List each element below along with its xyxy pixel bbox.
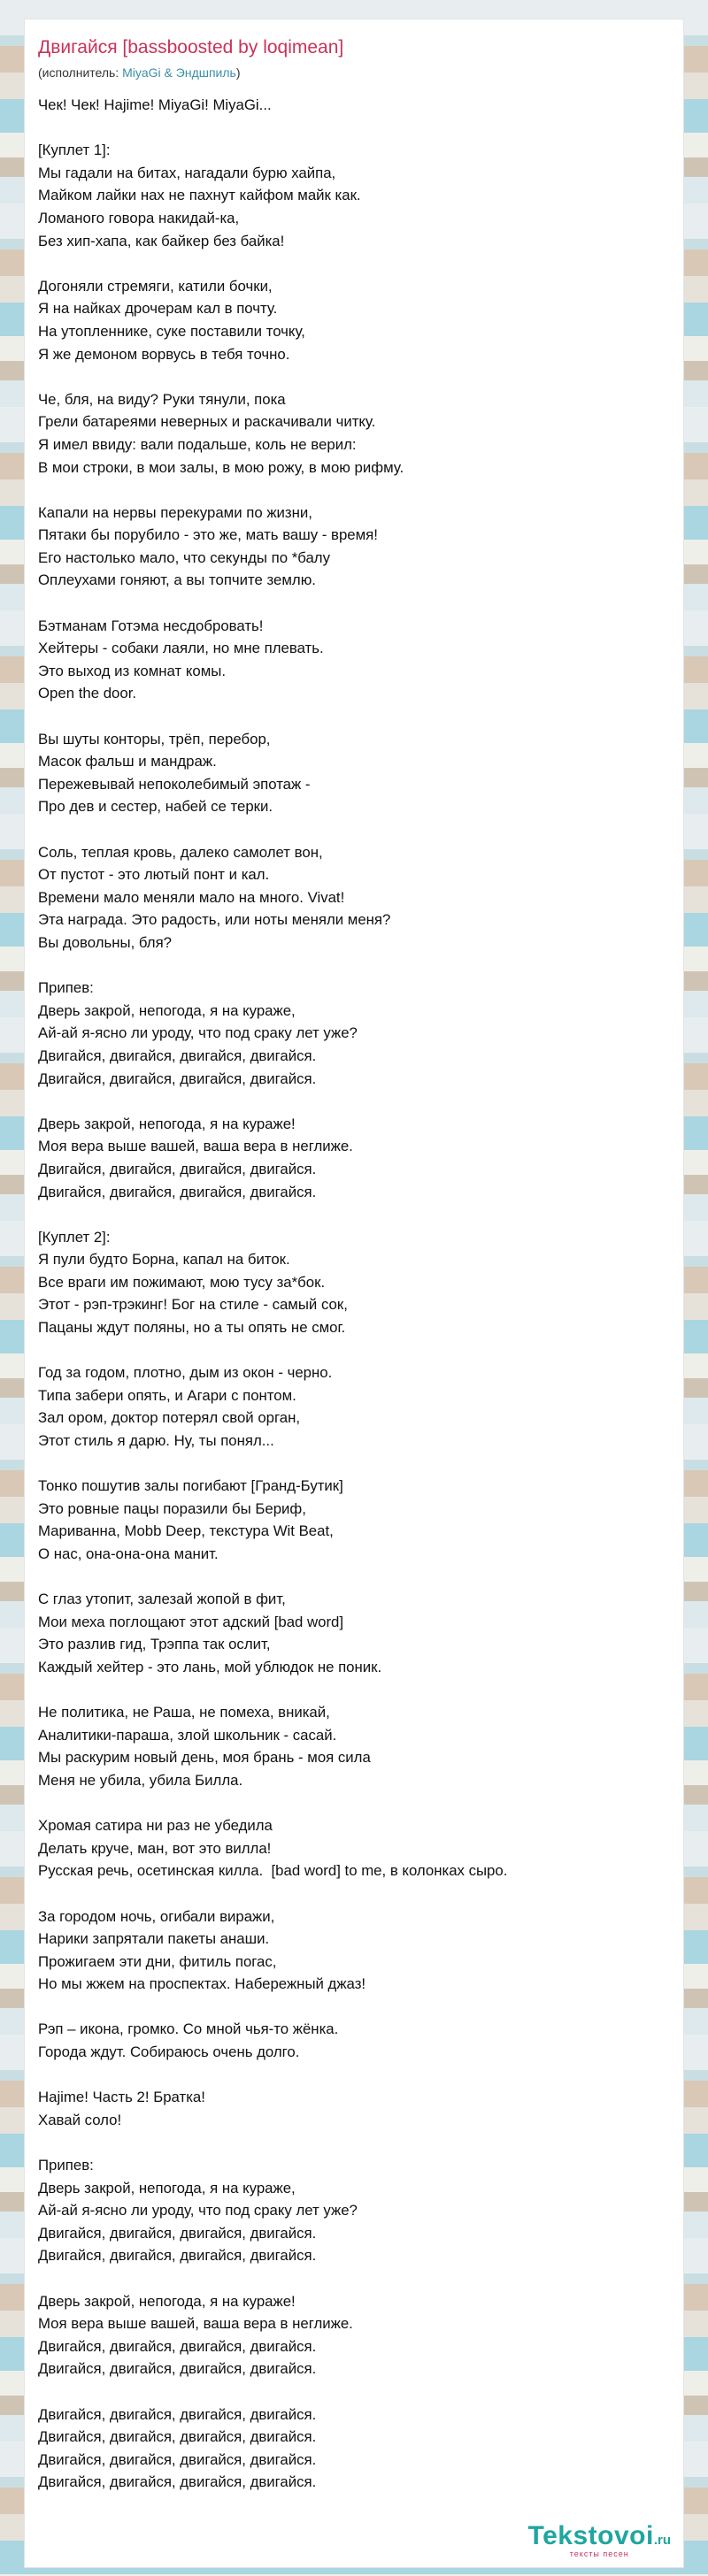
lyrics-card [25, 19, 683, 2567]
artist-prefix: (исполнитель: [38, 65, 123, 80]
logo-tld: .ru [653, 2533, 671, 2548]
logo-tagline: тексты песен [569, 2549, 629, 2558]
artist-link[interactable]: MiyaGi & Эндшпиль [122, 65, 236, 80]
artist-line [38, 65, 241, 80]
logo-main-text: Tekstovoi [527, 2521, 654, 2550]
site-logo[interactable] [528, 2523, 671, 2558]
artist-suffix: ) [235, 65, 241, 80]
song-title: Двигайся [bassboosted by loqimean] [38, 37, 344, 58]
lyrics-text: Чек! Чек! Hajime! MiyaGi! MiyaGi... [Куплет 1]: Мы гадали на битах, нагадали бурю хайпа, Майком лайки нах не пахнут кайфом майк как. Ломаного говора накидай-ка, Без хип-хапа, как байкер без байка! Догоняли стремяги, катили бочки, Я на найках дрочерам кал в почту. На утопленнике, суке поставили точку, Я же демоном ворвусь в тебя точно. Че, бля, на виду? Руки тянули, пока Грели батареями неверных и раскачивали читку. Я имел ввиду: вали подальше, коль не верил: В мои строки, в мои залы, в мою рожу, в мою рифму. Капали на нервы перекурами по жизни, Пятаки бы порубило - это же, мать вашу - время! Его настолько мало, что секунды по *балу Оплеухами гоняют, а вы топчите землю. Бэтманам Готэма несдобровать! Хейтеры - собаки лаяли, но мне плевать. Это выход из комнат комы. Open the door. Вы шуты конторы, трёп, перебор, Масок фальш и мандраж. Пережевывай непоколебимый эпотаж - Про дев и сестер, набей се терки. Соль, теплая кровь, далеко самолет вон, От пустот - это лютый понт и кал. Времени мало меняли мало на много. Vivat! Эта награда. Это радость, или ноты меняли меня? Вы довольны, бля? Припев: Дверь закрой, непогода, я на кураже, Ай-ай я-ясно ли уроду, что под сраку лет уже? Двигайся, двигайся, двигайся, двигайся. Двигайся, двигайся, двигайся, двигайся. Дверь закрой, непогода, я на кураже! Моя вера выше вашей, ваша вера в неглиже. Двигайся, двигайся, двигайся, двигайся. Двигайся, двигайся, двигайся, двигайся. [Куплет 2]: Я пули будто Борна, капал на биток. Все враги им пожимают, мою тусу за*бок. Этот - рэп-трэкинг! Бог на стиле - самый сок, Пацаны ждут поляны, но а ты опять не смог. Год за годом, плотно, дым из окон - черно. Типа забери опять, и Агари с понтом. Зал ором, доктор потерял свой орган, Этот стиль я дарю. Ну, ты понял... Тонко пошутив залы погибают [Гранд-Бутик] Это ровные пацы поразили бы Бериф, Мариванна, Mobb Deep, текстура Wit Beat, О нас, она-она-она манит. С глаз утопит, залезай жопой в фит, Мои меха поглощают этот адский [bad word] Это разлив гид, Трэппа так ослит, Каждый хейтер - это лань, мой ублюдок не поник. Не политика, не Раша, не помеха, вникай, Аналитики-параша, злой школьник - сасай. Мы раскурим новый день, моя брань - моя сила Меня не убила, убила Билла. Хромая сатира ни раз не убедила Делать круче, ман, вот это вилла! Русская речь, осетинская килла. [bad word] to me, в колонках сыро. За городом ночь, огибали виражи, Нарики запрятали пакеты анаши. Прожигаем эти дни, фитиль погас, Но мы жжем на проспектах. Набережный джаз! Рэп – икона, громко. Со мной чья-то жёнка. Города ждут. Собираюсь очень долго. Hajime! Часть 2! Братка! Хавай соло! Припев: Дверь закрой, непогода, я на кураже, Ай-ай я-ясно ли уроду, что под сраку лет уже? Двигайся, двигайся, двигайся, двигайся. Двигайся, двигайся, двигайся, двигайся. Дверь закрой, непогода, я на кураже! Моя вера выше вашей, ваша вера в неглиже. Двигайся, двигайся, двигайся, двигайся. Двигайся, двигайся, двигайся, двигайся. Двигайся, двигайся, двигайся, двигайся. Двигайся, двигайся, двигайся, двигайся. Двигайся, двигайся, двигайся, двигайся. Двигайся, двигайся, двигайся, двигайся. [38, 96, 508, 2491]
